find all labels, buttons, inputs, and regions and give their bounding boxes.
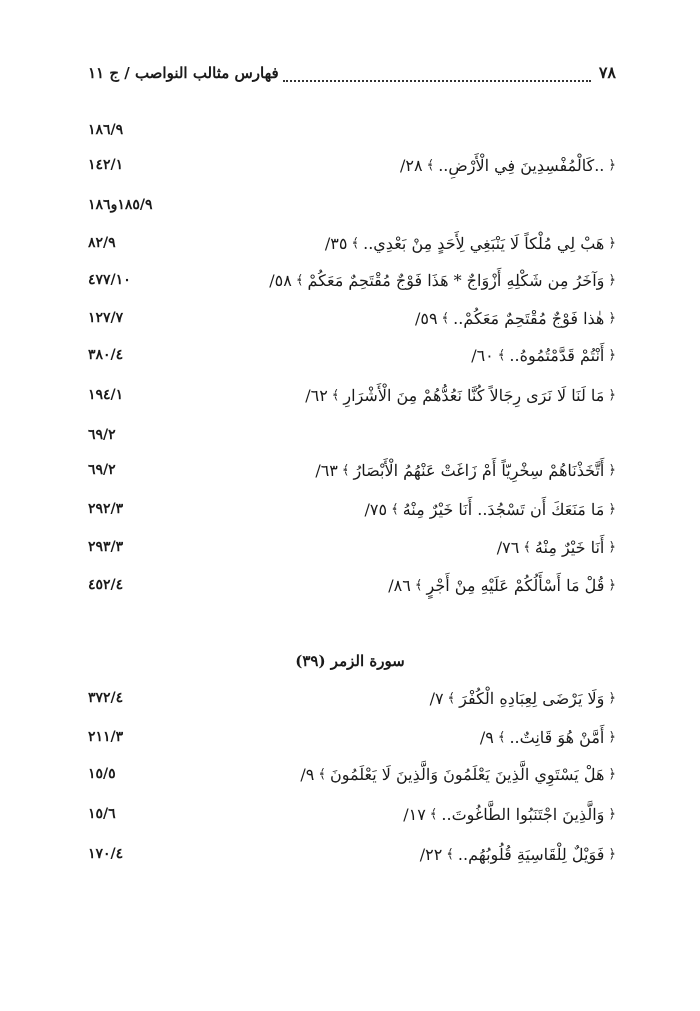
bracket-close-icon: ﴾ xyxy=(341,462,350,478)
ayah-number: ٦٠/ xyxy=(471,345,494,365)
index-row xyxy=(88,228,616,258)
ayah-number: ٢٨/ xyxy=(400,155,423,175)
index-row xyxy=(88,265,616,295)
index-row xyxy=(88,839,616,869)
bracket-open-icon: ﴿ xyxy=(608,577,616,593)
verse-text: أَنَا خَيْرٌ مِنْهُ xyxy=(534,537,605,557)
verse-text: هٰذا فَوْجٌ مُقْتَحِمٌ مَعَكُمْ.. xyxy=(453,308,605,328)
index-row xyxy=(88,494,616,524)
reference: ٢١١/٣ xyxy=(88,729,124,745)
bracket-open-icon: ﴿ xyxy=(608,462,616,478)
verse-entry xyxy=(471,346,616,365)
verse-text: وَلَا يَرْضَى لِعِبَادِهِ الْكُفْرَ xyxy=(459,688,605,708)
verse-entry xyxy=(388,576,616,595)
page-number: ٧٨ xyxy=(598,63,616,82)
reference: ٢٩٣/٣ xyxy=(88,539,124,555)
verse-entry xyxy=(430,689,616,708)
verse-entry xyxy=(305,386,616,405)
reference: ٤٥٢/٤ xyxy=(88,577,124,593)
reference: ١٥/٥ xyxy=(88,766,116,782)
index-row xyxy=(88,190,616,220)
reference: ٣٨٠/٤ xyxy=(88,347,124,363)
index-row xyxy=(88,150,616,180)
index-row xyxy=(88,340,616,370)
reference: ١٧٠/٤ xyxy=(88,846,124,862)
bracket-open-icon: ﴿ xyxy=(608,347,616,363)
index-row xyxy=(88,570,616,600)
verse-text: مَا مَنَعَكَ أَن تَسْجُدَ.. أَنَا خَيْرٌ مِنْهُ xyxy=(402,499,605,519)
verse-text: ..كَالْمُفْسِدِينَ فِي الْأَرْضِ.. xyxy=(438,155,605,175)
verse-entry xyxy=(325,234,616,253)
reference: ١٨٦/٩ xyxy=(88,122,124,138)
reference: ١٥/٦ xyxy=(88,806,116,822)
bracket-close-icon: ﴾ xyxy=(391,501,399,517)
ayah-number: ٩/ xyxy=(479,727,494,747)
verse-text: أَمَّنْ هُوَ قَانِتٌ.. xyxy=(509,727,605,747)
bracket-open-icon: ﴿ xyxy=(608,846,616,862)
bracket-close-icon: ﴾ xyxy=(429,806,438,822)
ayah-number: ٩/ xyxy=(300,764,315,784)
bracket-open-icon: ﴿ xyxy=(608,539,616,555)
verse-text: هَلْ يَسْتَوِي الَّذِينَ يَعْلَمُونَ وَالَّذِينَ لَا يَعْلَمُونَ xyxy=(329,764,605,784)
running-title: فهارس مثالب النواصب / ج ١١ xyxy=(88,64,279,82)
index-row xyxy=(88,115,616,145)
reference: ٨٢/٩ xyxy=(88,235,116,251)
verse-text: أَتَّخَذْنَاهُمْ سِخْرِيّاً أَمْ زَاغَتْ عَنْهُمُ الْأَبْصَارُ xyxy=(353,460,605,480)
index-row xyxy=(88,799,616,829)
bracket-open-icon: ﴿ xyxy=(608,729,616,745)
verse-text: هَبْ لِي مُلْكاً لَا يَنْبَغِي لِأَحَدٍ مِنْ بَعْدِي.. xyxy=(363,233,605,253)
surah-heading: سورة الزمر (٣٩) xyxy=(295,652,405,670)
index-row xyxy=(88,532,616,562)
index-row xyxy=(88,303,616,333)
index-row xyxy=(88,759,616,789)
verse-text: وَآخَرُ مِن شَكْلِهِ أَزْوَاجٌ * هَذَا فَوْجٌ مُقْتَحِمٌ مَعَكُمْ xyxy=(307,270,605,290)
bracket-close-icon: ﴾ xyxy=(523,539,531,555)
index-row xyxy=(88,420,616,450)
verse-text: أَنْتُمْ قَدَّمْتُمُوهُ.. xyxy=(509,345,605,365)
bracket-open-icon: ﴿ xyxy=(608,157,616,173)
ayah-number: ٢٢/ xyxy=(419,844,443,864)
ayah-number: ٨٦/ xyxy=(388,575,411,595)
bracket-close-icon: ﴾ xyxy=(497,347,506,363)
verse-text: وَالَّذِينَ اجْتَنَبُوا الطَّاغُوتَ.. xyxy=(441,804,605,824)
index-row xyxy=(88,683,616,713)
bracket-close-icon: ﴾ xyxy=(497,729,506,745)
bracket-open-icon: ﴿ xyxy=(608,501,616,517)
reference: ٣٧٢/٤ xyxy=(88,690,124,706)
verse-entry xyxy=(403,805,616,824)
bracket-close-icon: ﴾ xyxy=(426,157,435,173)
verse-text: قُلْ مَا أَسْأَلُكُمْ عَلَيْهِ مِنْ أَجْرٍ xyxy=(426,575,605,595)
verse-entry xyxy=(420,845,616,864)
verse-entry xyxy=(300,765,616,784)
bracket-close-icon: ﴾ xyxy=(441,310,450,326)
ayah-number: ٣٥/ xyxy=(324,233,348,253)
verse-entry xyxy=(364,500,616,519)
ayah-number: ٧/ xyxy=(429,688,444,708)
ayah-number: ٥٩/ xyxy=(414,308,438,328)
bracket-close-icon: ﴾ xyxy=(447,690,456,706)
bracket-close-icon: ﴾ xyxy=(331,387,340,403)
ayah-number: ٦٢/ xyxy=(305,385,328,405)
verse-entry xyxy=(400,156,616,175)
index-row xyxy=(88,380,616,410)
verse-entry xyxy=(269,271,616,290)
reference: ٤٧٧/١٠ xyxy=(88,272,131,288)
ayah-number: ٧٦/ xyxy=(496,537,520,557)
reference: ٦٩/٢ xyxy=(88,462,116,478)
bracket-close-icon: ﴾ xyxy=(414,577,423,593)
bracket-close-icon: ﴾ xyxy=(351,235,360,251)
bracket-open-icon: ﴿ xyxy=(608,387,616,403)
reference: ٦٩/٢ xyxy=(88,427,116,443)
ayah-number: ٦٣/ xyxy=(315,460,338,480)
bracket-open-icon: ﴿ xyxy=(608,272,616,288)
verse-text: فَوَيْلٌ لِلْقَاسِيَةِ قُلُوبُهُم.. xyxy=(457,844,605,864)
verse-entry xyxy=(497,538,616,557)
verse-entry xyxy=(315,461,616,480)
index-row xyxy=(88,722,616,752)
ayah-number: ٧٥/ xyxy=(364,499,388,519)
bracket-open-icon: ﴿ xyxy=(608,766,616,782)
reference: ١٩٤/١ xyxy=(88,387,124,403)
ayah-number: ١٧/ xyxy=(403,804,426,824)
reference: ١٨٥/٩و١٨٦ xyxy=(88,197,153,213)
verse-entry xyxy=(480,728,616,747)
bracket-close-icon: ﴾ xyxy=(295,272,304,288)
bracket-open-icon: ﴿ xyxy=(608,806,616,822)
reference: ١٢٧/٧ xyxy=(88,310,124,326)
ayah-number: ٥٨/ xyxy=(269,270,292,290)
page-header xyxy=(88,63,616,87)
reference: ١٤٢/١ xyxy=(88,157,124,173)
bracket-open-icon: ﴿ xyxy=(608,690,616,706)
verse-entry xyxy=(415,309,616,328)
header-leader-dots xyxy=(283,79,591,82)
verse-text: مَا لَنَا لَا نَرَى رِجَالاً كُنَّا نَعُدُّهُمْ مِنَ الْأَشْرَارِ xyxy=(343,385,605,405)
bracket-open-icon: ﴿ xyxy=(608,310,616,326)
reference: ٢٩٢/٣ xyxy=(88,501,124,517)
bracket-close-icon: ﴾ xyxy=(318,766,326,782)
bracket-open-icon: ﴿ xyxy=(608,235,616,251)
bracket-close-icon: ﴾ xyxy=(446,846,454,862)
index-row xyxy=(88,455,616,485)
